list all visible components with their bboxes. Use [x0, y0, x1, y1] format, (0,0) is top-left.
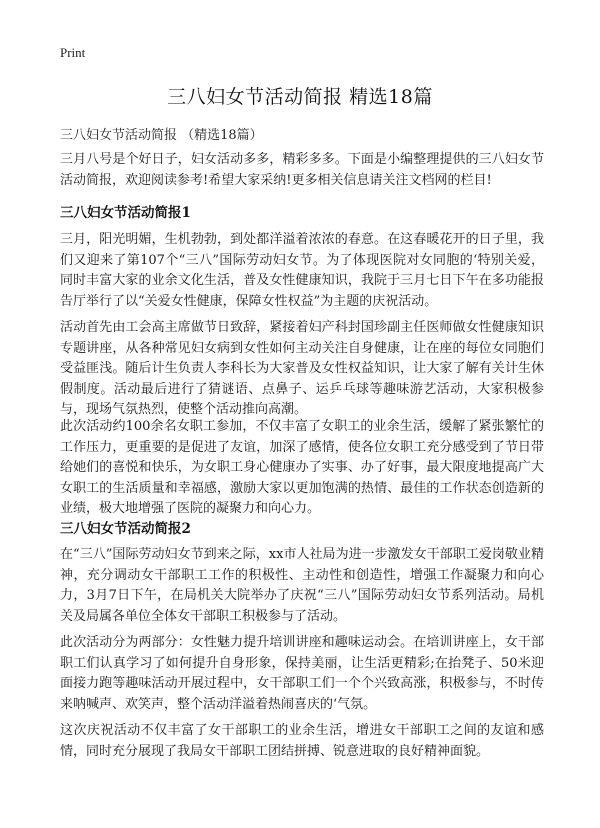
section-1-paragraph-3: 此次活动约100余名女职工参加，不仅丰富了女职工的业余生活，缓解了紧张繁忙的工作压力，更重要的是促进了友谊，加深了感情，使各位女职工充分感受到了节日带给她们的喜悦和快乐，为女职工身心健康办了实事、办了好事，最大限度地提高广大女职工的生活质量和幸福感，激励大家以更加饱满的热情、最佳的工作状态创造新的业绩，极大地增强了医院的凝聚力和向心力。 — [60, 419, 544, 516]
section-heading-2: 三八妇女节活动简报2 — [60, 521, 191, 537]
section-1-paragraph-1: 三月，阳光明媚，生机勃勃，到处都洋溢着浓浓的春意。在这春暖花开的日子里，我们又迎来了第107个“三八”国际劳动妇女节。为了体现医院对女同胞的‘特别关爱，同时丰富大家的业余文化生活，普及女性健康知识，我院于三月七日下午在多功能报告厅举行了以“关爱女性健康，保障女性权益”为主题的庆祝活动。 — [60, 232, 544, 309]
section-heading-1: 三八妇女节活动简报1 — [60, 205, 191, 221]
document-subtitle: 三八妇女节活动简报 （精选18篇） — [60, 128, 263, 143]
document-title: 三八妇女节活动简报 精选18篇 — [167, 86, 433, 108]
section-2-paragraph-3: 这次庆祝活动不仅丰富了女干部职工的业余生活，增进女干部职工之间的友谊和感情，同时充分展现了我局女干部职工团结拼搏、锐意进取的良好精神面貌。 — [60, 723, 544, 759]
section-1-paragraph-2: 活动首先由工会高主席做节日致辞，紧接着妇产科封国珍副主任医师做女性健康知识专题讲座，从各种常见妇女病到女性如何主动关注自身健康，让在座的每位女同胞们受益匪浅。随后计生负责人李科长为大家普及女性权益知识，让大家了解有关计生休假制度。活动最后进行了猜谜语、点鼻子、运乒乓球等趣味游艺活动，大家积极参与，现场气氛热烈，使整个活动推向高潮。 — [60, 320, 544, 417]
intro-paragraph: 三月八号是个好日子，妇女活动多多，精彩多多。下面是小编整理提供的三八妇女节活动简报，欢迎阅读参考!希望大家采纳!更多相关信息请关注文档网的栏目! — [60, 152, 544, 188]
print-label: Print — [60, 45, 86, 60]
section-2-paragraph-1: 在“三八”国际劳动妇女节到来之际，xx市人社局为进一步激发女干部职工爱岗敬业精神，充分调动女干部职工工作的积极性、主动性和创造性，增强工作凝聚力和向心力，3月7日下午，在局机关大院举办了庆祝“三八”国际劳动妇女节系列活动。局机关及局属各单位全体女干部职工积极参与了活动。 — [60, 547, 544, 624]
section-2-paragraph-2: 此次活动分为两部分：女性魅力提升培训讲座和趣味运动会。在培训讲座上，女干部职工们认真学习了如何提升自身形象，保持美丽，让生活更精彩;在抬凳子、50米迎面接力跑等趣味活动开展过程中，女干部职工们一个个兴致高涨，积极参与，不时传来呐喊声、欢笑声，整个活动洋溢着热闹喜庆的‘气氛。 — [60, 635, 544, 712]
